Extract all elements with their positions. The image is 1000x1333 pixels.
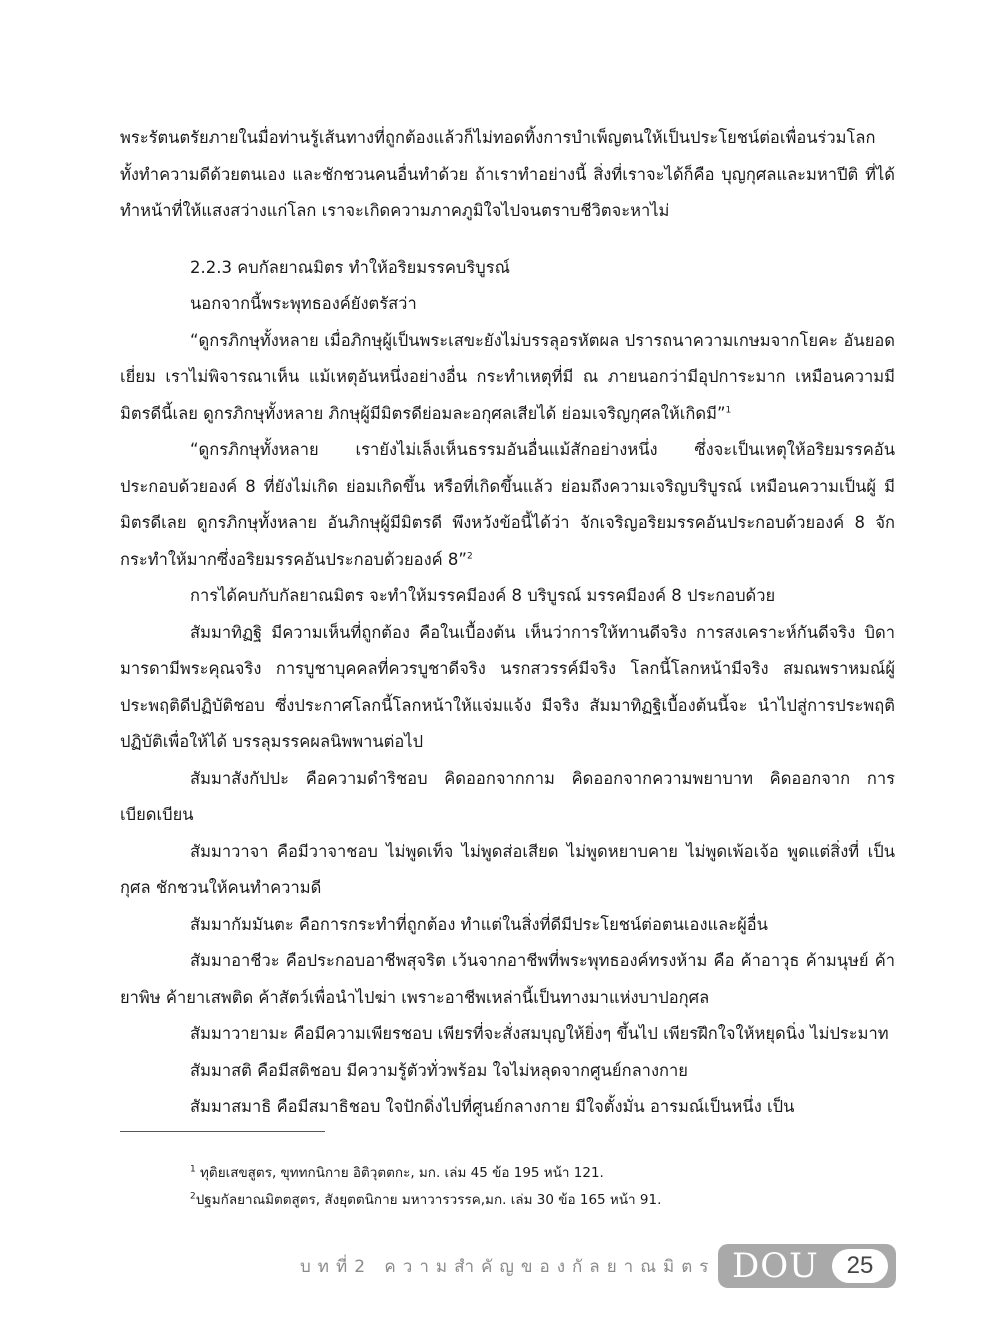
main-text	[120, 120, 895, 1126]
paragraph-eightfold: การได้คบกับกัลยาณมิตร จะทำให้มรรคมีองค์ 8 บริบูรณ์ มรรคมีองค์ 8 ประกอบด้วย	[190, 586, 776, 605]
footnote-1: $^1$ ทุติยเสขสูตร, ขุททกนิกาย อิติวุตตกะ, มก. เล่ม 45 ข้อ 195 หน้า 121.	[190, 1164, 604, 1181]
page-number: 25	[832, 1249, 888, 1283]
footnotes	[190, 1160, 890, 1214]
quote-paragraph-1: “ดูกรภิกษุทั้งหลาย เมื่อภิกษุผู้เป็นพระเสขะยังไม่บรรลุอรหัตผล ปรารถนาความเกษมจากโยคะ อันยอดเยี่ยม เราไม่พิจารณาเห็น แม้เหตุอันหนึ่งอย่างอื่น กระทำเหตุที่มี ณ ภายนอกว่ามีอุปการะมาก เหมือนความมีมิตรดีนี้เลย ดูกรภิกษุทั้งหลาย ภิกษุผู้มีมิตรดีย่อมละอกุศลเสียได้ ย่อมเจริญกุศลให้เกิดมี”$^1$	[120, 330, 895, 423]
paragraph-right-concentration: สัมมาสมาธิ คือมีสมาธิชอบ ใจปักดิ่งไปที่ศูนย์กลางกาย มีใจตั้งมั่น อารมณ์เป็นหนึ่ง เป็น	[190, 1097, 795, 1116]
footnote-ref-2: 2	[466, 551, 473, 561]
section-heading: 2.2.3 คบกัลยาณมิตร ทำให้อริยมรรคบริบูรณ์	[190, 257, 510, 277]
footnote-number: 2	[190, 1191, 196, 1202]
dou-logo: DOU	[732, 1246, 819, 1286]
paragraph-right-speech: สัมมาวาจา คือมีวาจาชอบ ไม่พูดเท็จ ไม่พูดส่อเสียด ไม่พูดหยาบคาย ไม่พูดเพ้อเจ้อ พูดแต่สิ่งที่ เป็นกุศล ชักชวนให้คนทำความดี	[120, 841, 895, 897]
footnote-number: 1	[190, 1164, 196, 1175]
paragraph-lead: นอกจากนี้พระพุทธองค์ยังตรัสว่า	[190, 294, 417, 313]
paragraph-right-view: สัมมาทิฏฐิ มีความเห็นที่ถูกต้อง คือในเบื้องต้น เห็นว่าการให้ทานดีจริง การสงเคราะห์กันดีจริง บิดามารดามีพระคุณจริง การบูชาบุคคลที่ควรบูชาดีจริง นรกสวรรค์มีจริง โลกนี้โลกหน้ามีจริง สมณพราหมณ์ผู้ประพฤติดีปฏิบัติชอบ ซึ่งประกาศโลกนี้โลกหน้าให้แจ่มแจ้ง มีจริง สัมมาทิฏฐิเบื้องต้นนี้จะ นำไปสู่การประพฤติปฏิบัติเพื่อให้ได้ บรรลุมรรคผลนิพพานต่อไป	[120, 622, 895, 751]
paragraph-right-mindfulness: สัมมาสติ คือมีสติชอบ มีความรู้ตัวทั่วพร้อม ใจไม่หลุดจากศูนย์กลางกาย	[190, 1060, 688, 1080]
footnote-ref-1: 1	[725, 405, 732, 415]
paragraph-right-livelihood: สัมมาอาชีวะ คือประกอบอาชีพสุจริต เว้นจากอาชีพที่พระพุทธองค์ทรงห้าม คือ ค้าอาวุธ ค้ามนุษย์ ค้ายาพิษ ค้ายาเสพติด ค้าสัตว์เพื่อนำไปฆ่า เพราะอาชีพเหล่านี้เป็นทางมาแห่งบาปอกุศล	[120, 951, 895, 1007]
page-footer	[300, 1243, 896, 1289]
footnote-divider	[120, 1131, 325, 1132]
paragraph-right-effort: สัมมาวายามะ คือมีความเพียรชอบ เพียรที่จะสั่งสมบุญให้ยิ่งๆ ขึ้นไป เพียรฝึกใจให้หยุดนิ่ง ไม่ประมาท	[190, 1024, 889, 1043]
dou-logo-badge	[718, 1244, 896, 1288]
paragraph-right-intention: สัมมาสังกัปปะ คือความดำริชอบ คิดออกจากกาม คิดออกจากความพยาบาท คิดออกจาก การเบียดเบียน	[120, 768, 895, 824]
chapter-title: บทที่2 ความสำคัญของกัลยาณมิตร	[300, 1257, 716, 1277]
paragraph-intro: พระรัตนตรัยภายในมื่อท่านรู้เส้นทางที่ถูกต้องแล้วก็ไม่ทอดทิ้งการบำเพ็ญตนให้เป็นประโยชน์ต่อเพื่อนร่วมโลก ทั้งทำความดีด้วยตนเอง และชักชวนคนอื่นทำด้วย ถ้าเราทำอย่างนี้ สิ่งที่เราจะได้ก็คือ บุญกุศลและมหาปีติ ที่ได้ทำหน้าที่ให้แสงสว่างแก่โลก เราจะเกิดความภาคภูมิใจไปจนตราบชีวิตจะหาไม่	[120, 128, 895, 220]
paragraph-right-action: สัมมากัมมันตะ คือการกระทำที่ถูกต้อง ทำแต่ในสิ่งที่ดีมีประโยชน์ต่อตนเองและผู้อื่น	[190, 914, 768, 934]
quote-paragraph-2: “ดูกรภิกษุทั้งหลาย เรายังไม่เล็งเห็นธรรมอันอื่นแม้สักอย่างหนึ่ง ซึ่งจะเป็นเหตุให้อริยมรรคอัน ประกอบด้วยองค์ 8 ที่ยังไม่เกิด ย่อมเกิดขึ้น หรือที่เกิดขึ้นแล้ว ย่อมถึงความเจริญบริบูรณ์ เหมือนความเป็นผู้ มีมิตรดีเลย ดูกรภิกษุทั้งหลาย อันภิกษุผู้มีมิตรดี พึงหวังข้อนี้ได้ว่า จักเจริญอริยมรรคอันประกอบด้วยองค์ 8 จักกระทำให้มากซึ่งอริยมรรคอันประกอบด้วยองค์ 8”$^2$	[120, 440, 895, 569]
footnote-2: $^2$ปฐมกัลยาณมิตตสูตร, สังยุตตนิกาย มหาวารวรรค,มก. เล่ม 30 ข้อ 165 หน้า 91.	[190, 1191, 662, 1208]
